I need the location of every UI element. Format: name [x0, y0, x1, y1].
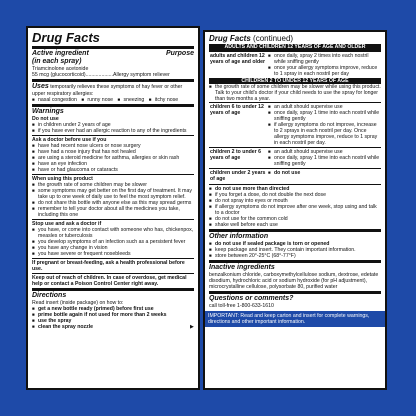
- divider: [209, 260, 381, 263]
- directions-item: ■ prime bottle again if not used for more than 2 weeks: [32, 312, 194, 318]
- child2-item: ■ an adult should supervise use: [268, 149, 380, 155]
- child-growth-note: ■ the growth rate of some children may be slower while using this product. Talk to your child's doctor if your child needs to use the spray for longer than two months a year.: [209, 84, 381, 102]
- child2-directions: [267, 148, 381, 169]
- under2-directions: [267, 169, 381, 184]
- directions-item: ■ clean the spray nozzle: [32, 324, 93, 330]
- directions-item: ■ use the spray: [32, 318, 194, 324]
- keep-out-warning: Keep out of reach of children. In case of overdose, get medical help or contact a Poison Control Center right away.: [32, 275, 187, 287]
- stop-use-item: ■ you develop symptoms of an infection such as a persistent fever: [32, 239, 194, 245]
- drug-facts-continued-title: [209, 34, 381, 44]
- directions-last-row: [32, 324, 194, 330]
- children-band: CHILDREN 2 TO UNDER 12 YEARS OF AGE: [209, 78, 381, 85]
- ask-doctor-item: ■ are using a steroid medicine for asthma, allergies or skin rash: [32, 155, 194, 161]
- adult-item: ■ once daily, spray 2 times into each nostril while sniffing gently: [268, 53, 380, 65]
- divider: [32, 219, 194, 220]
- right-title-continued: (continued): [253, 34, 294, 43]
- uses-section: [32, 83, 194, 97]
- adult-directions: [267, 51, 381, 78]
- divider: [209, 229, 381, 232]
- uses-item: ■ runny nose: [81, 97, 113, 103]
- active-ingredient-header: [32, 50, 194, 58]
- divider: [32, 104, 194, 107]
- uses-item: ■ nasal congestion: [32, 97, 77, 103]
- divider: [32, 288, 194, 291]
- adult-age: adults and children 12 years of age and older: [209, 51, 267, 78]
- divider: [209, 184, 381, 185]
- important-notice: IMPORTANT: Read and keep carton and insert for complete warnings, directions and other important information.: [205, 311, 385, 327]
- inactive-ingredients-header: Inactive ingredients: [209, 264, 275, 271]
- stop-use-label: Stop use and ask a doctor if: [32, 221, 102, 227]
- uses-text: temporarily relieves these symptoms of hay fever or other upper respiratory allergies:: [32, 84, 183, 97]
- divider: [32, 46, 194, 49]
- when-using-label: When using this product: [32, 176, 93, 182]
- directions-intro: Read insert (inside package) on how to:: [32, 300, 124, 306]
- divider: [32, 135, 194, 136]
- child6-age: children 6 to under 12 years of age: [209, 103, 267, 148]
- do-not-use-label: Do not use: [32, 116, 59, 122]
- child6-directions: [267, 103, 381, 148]
- divider: [32, 79, 194, 82]
- other-info-item: ■ keep package and insert. They contain important information.: [209, 247, 381, 253]
- ingredient-line-1: Triamcinolone acetonide: [32, 66, 89, 72]
- general-direction: ■ do not spray into eyes or mouth: [209, 198, 381, 204]
- when-using-item: ■ remember to tell your doctor about all the medicines you take, including this one: [32, 206, 194, 218]
- adult-dosing-table: [209, 51, 381, 78]
- general-direction: ■ if allergy symptoms do not improve after one week, stop using and talk to a doctor: [209, 204, 381, 216]
- ask-doctor-item: ■ have or had glaucoma or cataracts: [32, 167, 194, 173]
- uses-item: ■ sneezing: [118, 97, 145, 103]
- child6-item: ■ if allergy symptoms do not improve, increase to 2 sprays in each nostril per day. Once allergy symptoms improve, reduce to 1 spray in each nostril per day.: [268, 122, 380, 146]
- inactive-ingredients-text: benzalkonium chloride, carboxymethylcellulose sodium, dextrose, edetate disodium, hydrochloric acid or sodium hydroxide (for pH adjustment), microcrystalline cellulose, polysorbate 80, purified water: [209, 272, 379, 290]
- do-not-use-item: ■ if you have ever had an allergic reaction to any of the ingredients: [32, 128, 194, 134]
- general-direction: ■ do not use for the common cold: [209, 216, 381, 222]
- general-direction: ■ if you forget a dose, do not double the next dose: [209, 192, 381, 198]
- divider: [209, 291, 381, 294]
- ask-doctor-item: ■ have an eye infection: [32, 161, 194, 167]
- continue-arrow-icon: ▶: [190, 324, 194, 330]
- questions-header: Questions or comments?: [209, 295, 294, 302]
- adult-item: ■ once your allergy symptoms improve, reduce to 1 spray in each nostril per day: [268, 65, 380, 77]
- child-dosing-table: [209, 102, 381, 183]
- ask-doctor-item: ■ have had a nose injury that has not healed: [32, 149, 194, 155]
- directions-item: ■ get a new bottle ready (primed) before first use: [32, 306, 194, 312]
- uses-item: ■ itchy nose: [149, 97, 178, 103]
- stop-use-item: ■ you have any change in vision: [32, 245, 194, 251]
- when-using-item: ■ do not share this bottle with anyone else as this may spread germs: [32, 200, 194, 206]
- dosing-row: [209, 103, 381, 148]
- purpose-label: Purpose: [165, 50, 194, 57]
- other-info-header: Other information: [209, 233, 269, 240]
- active-ingredient-sub: (in each spray): [32, 58, 82, 65]
- divider: [32, 273, 194, 274]
- drug-facts-right-panel: [203, 30, 387, 390]
- ask-doctor-item: ■ have had recent nose ulcers or nose surgery: [32, 143, 194, 149]
- warnings-header: Warnings: [32, 108, 64, 115]
- stop-use-item: ■ you have, or come into contact with someone who has, chickenpox, measles or tuberculosis: [32, 227, 194, 239]
- child2-age: children 2 to under 6 years of age: [209, 148, 267, 169]
- general-direction: ■ do not use more than directed: [209, 186, 381, 192]
- directions-header: Directions: [32, 292, 67, 299]
- when-using-item: ■ the growth rate of some children may be slower: [32, 182, 194, 188]
- drug-facts-left-panel: [26, 26, 200, 390]
- ingredient-line-2: 55 mcg (glucocorticoid)...................Allergy symptom reliever: [32, 72, 170, 78]
- under2-item: ■ do not use: [268, 170, 380, 176]
- child2-item: ■ once daily, spray 1 time into each nostril while sniffing gently: [268, 155, 380, 167]
- child6-item: ■ an adult should supervise use: [268, 104, 380, 110]
- drug-facts-title: Drug Facts: [32, 30, 100, 45]
- when-using-item: ■ some symptoms may get better on the first day of treatment. It may take up to one week of daily use to feel the most symptom relief.: [32, 188, 194, 200]
- dosing-row: [209, 148, 381, 169]
- divider: [32, 174, 194, 175]
- dosing-row: [209, 51, 381, 78]
- do-not-use-item: ■ in children under 2 years of age: [32, 122, 194, 128]
- right-title: Drug Facts: [209, 34, 251, 43]
- adults-band: ADULTS AND CHILDREN 12 YEARS OF AGE AND OLDER: [209, 44, 381, 51]
- pregnant-warning: If pregnant or breast-feeding, ask a health professional before use.: [32, 260, 185, 272]
- uses-header: Uses: [32, 83, 49, 90]
- general-direction: ■ shake well before each use: [209, 222, 381, 228]
- dosing-row: [209, 169, 381, 184]
- uses-list: [32, 97, 194, 103]
- ask-doctor-label: Ask a doctor before use if you: [32, 137, 107, 143]
- other-info-item: ■ store between 20°-25°C (68°-77°F): [209, 253, 381, 259]
- questions-phone: call toll-free 1-800-633-1610: [209, 303, 274, 309]
- under2-age: children under 2 years of age: [210, 170, 266, 182]
- active-ingredient-label: Active ingredient: [32, 50, 89, 57]
- other-info-item: ■ do not use if sealed package is torn or opened: [209, 241, 381, 247]
- divider: [32, 258, 194, 259]
- stop-use-item: ■ you have severe or frequent nosebleeds: [32, 251, 194, 257]
- child6-item: ■ once daily, spray 1 time into each nostril while sniffing gently: [268, 110, 380, 122]
